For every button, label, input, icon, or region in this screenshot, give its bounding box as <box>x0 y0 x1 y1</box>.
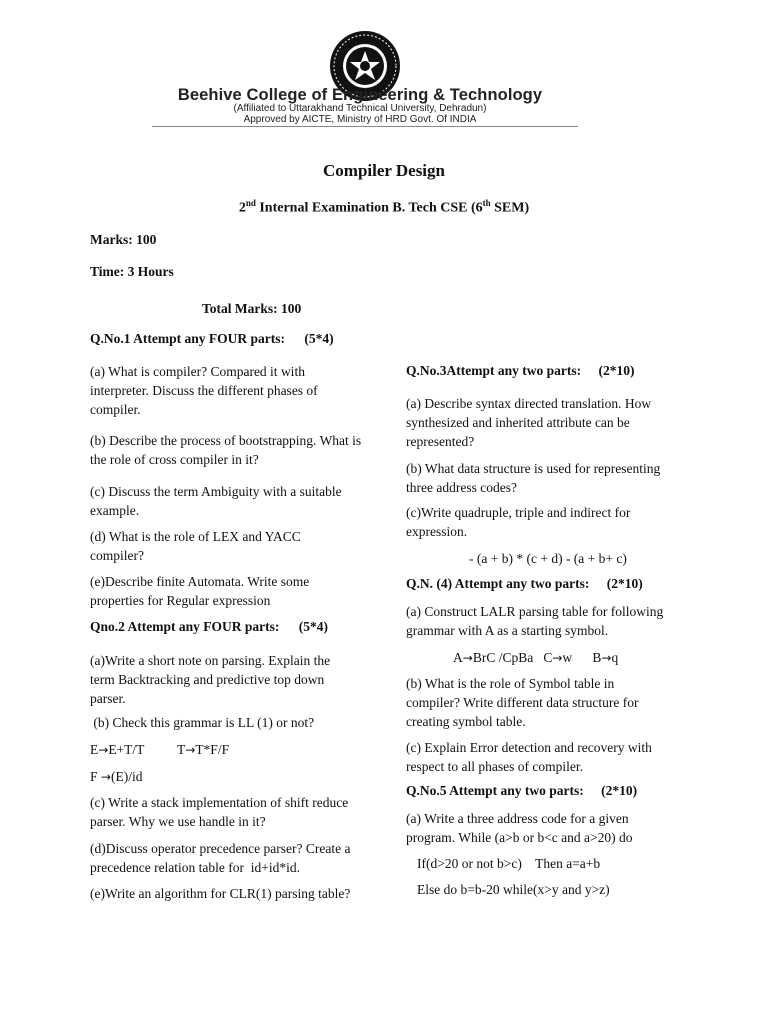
q4-part-b: (b) What is the role of Symbol table in compiler? Write different data structure for creating symbol table. <box>406 676 639 729</box>
q5-marks: (2*10) <box>601 783 638 798</box>
grammar-rhs: BrC /CpBa <box>472 650 534 665</box>
grammar-lhs: E <box>90 742 99 757</box>
q1-part-d: (d) What is the role of LEX and YACC compiler? <box>90 529 301 563</box>
q4-part-a: (a) Construct LALR parsing table for following grammar with A as a starting symbol. <box>406 604 664 638</box>
q3-heading-text: Q.No.3Attempt any two parts: <box>406 363 582 378</box>
marks-label: Marks: 100 <box>90 232 157 247</box>
college-approval: Approved by AICTE, Ministry of HRD Govt. Of INDIA <box>243 114 477 125</box>
q2-part-a: (a)Write a short note on parsing. Explain the term Backtracking and predictive top down parser. <box>90 653 331 706</box>
q2-grammar-line-1 <box>90 740 144 760</box>
q1-part-b: (b) Describe the process of bootstrapping. What is the role of cross compiler in it? <box>90 433 362 467</box>
q3-heading <box>406 363 706 379</box>
q4-heading-text: Q.N. (4) Attempt any two parts: <box>406 576 590 591</box>
q1-heading-text: Q.No.1 Attempt any FOUR parts: <box>90 331 285 346</box>
q4-heading <box>406 576 706 592</box>
exam-title-text: Internal Examination B. Tech CSE (6 <box>255 200 483 216</box>
grammar-rhs: T*F/F <box>195 742 230 757</box>
q2-part-c: (c) Write a stack implementation of shift reduce parser. Why we use handle in it? <box>90 795 349 829</box>
arrow-icon: → <box>98 743 109 757</box>
header-divider <box>152 126 578 127</box>
q4-grammar <box>453 648 618 668</box>
q3-part-b: (b) What data structure is used for representing three address codes? <box>406 461 661 495</box>
grammar-lhs: C <box>543 650 553 665</box>
q3-expression: - (a + b) * (c + d) - (a + b+ c) <box>469 551 627 566</box>
college-affiliation: (Affiliated to Uttarakhand Technical University, Dehradun) <box>233 103 487 114</box>
exam-ordinal: 2 <box>238 200 246 216</box>
grammar-lhs: F <box>90 769 101 784</box>
q4-marks: (2*10) <box>606 576 643 591</box>
q1-part-e: (e)Describe finite Automata. Write some properties for Regular expression <box>90 574 310 608</box>
q1-part-a: (a) What is compiler? Compared it with interpreter. Discuss the different phases of compiler. <box>90 364 318 417</box>
q5-heading <box>406 783 706 799</box>
arrow-icon: → <box>100 770 111 784</box>
q2-heading <box>90 619 390 635</box>
q2-part-e: (e)Write an algorithm for CLR(1) parsing table? <box>90 886 351 901</box>
q5-heading-text: Q.No.5 Attempt any two parts: <box>406 783 584 798</box>
exam-title <box>0 198 768 217</box>
grammar-lhs: T <box>177 742 186 757</box>
time-label: Time: 3 Hours <box>90 264 174 279</box>
grammar-rhs: (E)/id <box>110 769 143 784</box>
q2-part-b: (b) Check this grammar is LL (1) or not? <box>90 715 315 730</box>
grammar-rhs: E+T/T <box>108 742 145 757</box>
q3-part-c: (c)Write quadruple, triple and indirect for expression. <box>406 505 631 539</box>
q5-part-a: (a) Write a three address code for a given program. While (a>b or b<c and a>20) do <box>406 811 633 845</box>
q2-grammar-line-2 <box>177 740 229 760</box>
total-marks-label: Total Marks: 100 <box>202 301 302 316</box>
q3-marks: (2*10) <box>598 363 635 378</box>
q2-grammar-line-3 <box>90 767 142 787</box>
arrow-icon: → <box>185 743 196 757</box>
q5-code-line-3: Else do b=b-20 while(x>y and y>z) <box>417 882 610 897</box>
arrow-icon: → <box>601 651 612 665</box>
exam-sem-sup: th <box>482 198 491 208</box>
arrow-icon: → <box>552 651 563 665</box>
q5-code-line-2: If(d>20 or not b>c) Then a=a+b <box>417 856 601 871</box>
exam-ordinal-sup: nd <box>245 198 256 208</box>
exam-title-end: SEM) <box>490 200 530 216</box>
q1-marks: (5*4) <box>304 331 334 346</box>
college-name: Beehive College of Engineering & Technology <box>177 86 543 104</box>
grammar-rhs: w <box>562 650 573 665</box>
grammar-rhs: q <box>611 650 619 665</box>
q2-heading-text: Qno.2 Attempt any FOUR parts: <box>90 619 280 634</box>
q4-part-c: (c) Explain Error detection and recovery with respect to all phases of compiler. <box>406 740 652 774</box>
q2-marks: (5*4) <box>298 619 328 634</box>
q1-heading <box>90 331 390 347</box>
q1-part-c: (c) Discuss the term Ambiguity with a suitable example. <box>90 484 342 518</box>
subject-title: Compiler Design <box>323 161 445 180</box>
q3-part-a: (a) Describe syntax directed translation. How synthesized and inherited attribute can be represented? <box>406 396 652 449</box>
q2-part-d: (d)Discuss operator precedence parser? Create a precedence relation table for id+id*id. <box>90 841 354 875</box>
grammar-lhs: B <box>592 650 602 665</box>
grammar-lhs: A <box>453 650 463 665</box>
arrow-icon: → <box>462 651 473 665</box>
